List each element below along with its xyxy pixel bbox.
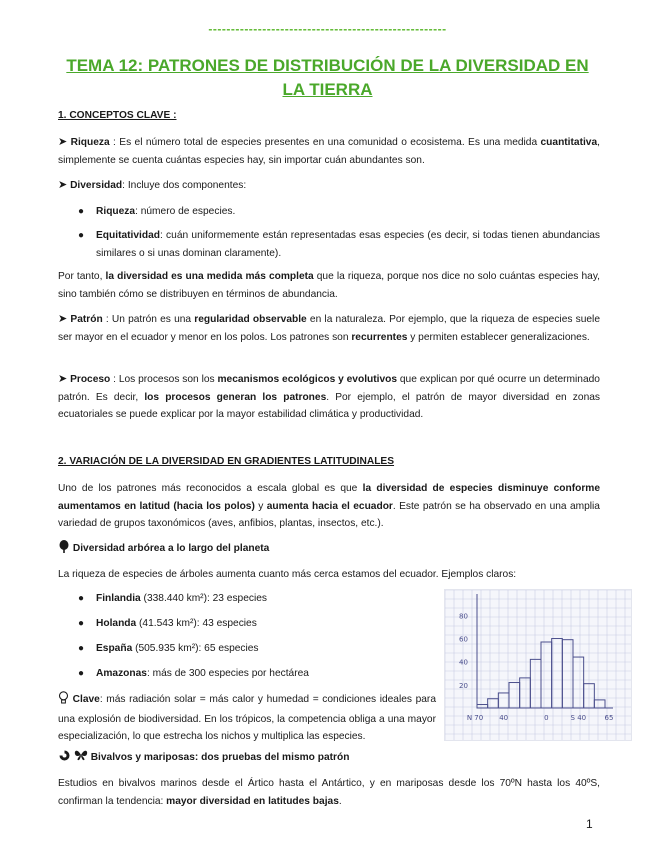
y-tick-label: 40 xyxy=(459,658,468,667)
shell-icon xyxy=(58,749,71,769)
arrow-bullet-icon: ➤ xyxy=(58,373,68,385)
arborea-paragraph: La riqueza de especies de árboles aumenta cuanto más cerca estamos del ecuador. Ejemplos claros: xyxy=(58,569,517,580)
bar-60N xyxy=(488,699,499,708)
diversidad-paragraph: ➤ Diversidad: Incluye dos componentes: xyxy=(58,179,247,191)
bar-70N xyxy=(477,705,488,708)
riqueza-term: Riqueza xyxy=(70,137,110,148)
diversidad-term: Diversidad xyxy=(70,180,123,191)
x-tick-label: 65 xyxy=(604,714,614,722)
list-item: ● Holanda (41.543 km²): 43 especies xyxy=(78,615,428,633)
decorative-dash-line: ----------------------------------------------------- xyxy=(208,22,447,36)
bivalvos-heading: Bivalvos y mariposas: dos pruebas del mismo patrón xyxy=(58,749,600,769)
x-tick-label: 40 xyxy=(499,714,509,722)
latitud-intro-paragraph: Uno de los patrones más reconocidos a escala global es que la diversidad de especies disminuye conforme aumentamos en latitud (hacia los polos) y aumenta hacia el ecuador. Este patrón se ha observado en una amplia variedad de grupos taxonómicos (aves, anfibios, plantas, insectos, etc.). xyxy=(58,483,601,529)
x-tick-label: N 70 xyxy=(466,714,484,722)
x-tick-label: S 40 xyxy=(570,714,587,722)
arrow-bullet-icon: ➤ xyxy=(58,179,68,191)
bullet-dot-icon: ● xyxy=(78,206,85,217)
arrow-bullet-icon: ➤ xyxy=(58,136,68,148)
riqueza-paragraph: ➤ Riqueza : Es el número total de especies presentes en una comunidad o ecosistema. Es una medida cuantitativa, simplemente se cuenta cuántas especies hay, sin importar cuán abundantes son. xyxy=(58,136,600,166)
page-title: TEMA 12: PATRONES DE DISTRIBUCIÓN DE LA DIVERSIDAD EN LA TIERRA xyxy=(66,56,589,99)
arrow-bullet-icon: ➤ xyxy=(58,313,68,325)
bullet-dot-icon: ● xyxy=(78,593,85,604)
latitude-diversity-chart xyxy=(444,589,632,741)
page-number: 1 xyxy=(586,817,593,831)
patron-term: Patrón xyxy=(70,314,103,325)
chart-svg xyxy=(445,590,631,740)
arborea-heading: Diversidad arbórea a lo largo del planeta xyxy=(58,540,600,560)
y-tick-label: 80 xyxy=(459,612,468,621)
list-item: ● Riqueza: número de especies. xyxy=(78,203,600,221)
por-tanto-paragraph: Por tanto, la diversidad es una medida más completa que la riqueza, porque nos dice no solo cuántas especies hay, sino también cómo se distribuyen en términos de abundancia. xyxy=(58,271,600,300)
bar-20S xyxy=(573,657,584,708)
patron-paragraph: ➤ Patrón : Un patrón es una regularidad observable en la naturaleza. Por ejemplo, que la riqueza de especies suele ser mayor en el ecuador y menor en los polos. Los patrones son recurrentes y permiten establecer generalizaciones. xyxy=(58,313,600,343)
tree-icon xyxy=(58,540,70,560)
bullet-dot-icon: ● xyxy=(78,668,85,679)
clave-paragraph: Clave: más radiación solar = más calor y humedad = condiciones ideales para una explosión de biodiversidad. En los trópicos, la competencia obliga a una mayor especialización, lo que estrecha los nichos y multiplica las especies. xyxy=(58,691,436,746)
bullet-dot-icon: ● xyxy=(78,230,85,241)
y-tick-label: 20 xyxy=(459,681,468,690)
proceso-paragraph: ➤ Proceso : Los procesos son los mecanismos ecológicos y evolutivos que explican por qué ocurre un determinado patrón. Es decir, los procesos generan los patrones. Por ejemplo, el patrón de mayor diversidad en zonas ecuatoriales se puede explicar por la mayor estabilidad climática y productividad. xyxy=(58,373,600,420)
bullet-dot-icon: ● xyxy=(78,618,85,629)
section-2-heading: 2. VARIACIÓN DE LA DIVERSIDAD EN GRADIENTES LATITUDINALES xyxy=(58,456,395,467)
butterfly-icon xyxy=(74,749,88,769)
bivalvos-paragraph: Estudios en bivalvos marinos desde el Ártico hasta el Antártico, y en mariposas desde los 70ºN hasta los 40ºS, confirman la tendencia: mayor diversidad en latitudes bajas. xyxy=(58,778,600,807)
lightbulb-icon xyxy=(58,691,69,711)
list-item: ● Equitatividad: cuán uniformemente están representadas esas especies (es decir, si todas tienen abundancias similares o si unas dominan claramente). xyxy=(78,227,600,262)
bullet-dot-icon: ● xyxy=(78,643,85,654)
list-item: ● Finlandia (338.440 km²): 23 especies xyxy=(78,590,428,608)
bar-50N xyxy=(498,693,509,708)
list-item: ● España (505.935 km²): 65 especies xyxy=(78,640,428,658)
section-1-heading: 1. CONCEPTOS CLAVE : xyxy=(58,110,177,121)
y-tick-label: 60 xyxy=(459,635,468,644)
proceso-term: Proceso xyxy=(70,374,111,385)
bar-20N xyxy=(530,659,541,708)
bar-30N xyxy=(520,678,531,708)
bar-40N xyxy=(509,683,520,708)
x-tick-label: 0 xyxy=(544,714,549,722)
list-item: ● Amazonas: más de 300 especies por hectárea xyxy=(78,665,428,683)
